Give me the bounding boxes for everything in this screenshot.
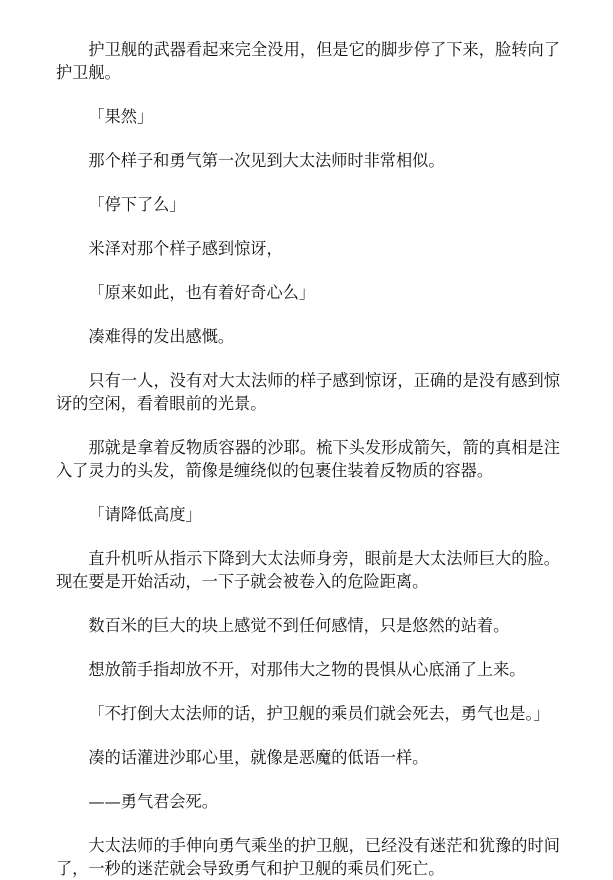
dialogue-line: 「原来如此，也有着好奇心么」	[88, 283, 316, 302]
paragraph: ——勇气君会死。	[88, 792, 218, 811]
paragraph: 凑难得的发出感慨。	[88, 327, 235, 346]
dialogue-line: 「请降低高度」	[88, 505, 202, 524]
document-page	[56, 38, 560, 880]
paragraph: 想放箭手指却放不开，对那伟大之物的畏惧从心底涌了上来。	[88, 660, 526, 679]
paragraph: 只有一人，没有对大太法师的样子感到惊讶，正确的是没有感到惊讶的空闲，看着眼前的光景。	[56, 371, 560, 413]
paragraph: 凑的话灌进沙耶心里，就像是恶魔的低语一样。	[88, 748, 429, 767]
dialogue-line: 「停下了么」	[88, 195, 186, 214]
paragraph: 米泽对那个样子感到惊讶，	[88, 239, 283, 258]
paragraph: 那个样子和勇气第一次见到大太法师时非常相似。	[88, 151, 445, 170]
paragraph: 数百米的巨大的块上感觉不到任何感情，只是悠然的站着。	[88, 616, 510, 635]
dialogue-line: 「不打倒大太法师的话，护卫舰的乘员们就会死去，勇气也是。」	[88, 704, 550, 723]
paragraph: 大太法师的手伸向勇气乘坐的护卫舰，已经没有迷茫和犹豫的时间了，一秒的迷茫就会导致勇气和护卫舰的乘员们死亡。	[56, 836, 560, 878]
paragraph: 那就是拿着反物质容器的沙耶。梳下头发形成箭矢，箭的真相是注入了灵力的头发，箭像是缠绕似的包裹住装着反物质的容器。	[56, 438, 560, 480]
paragraph: 直升机听从指示下降到大太法师身旁，眼前是大太法师巨大的脸。现在要是开始活动，一下子就会被卷入的危险距离。	[56, 549, 560, 591]
dialogue-line: 「果然」	[88, 107, 154, 126]
paragraph: 护卫舰的武器看起来完全没用，但是它的脚步停了下来，脸转向了护卫舰。	[56, 40, 560, 82]
